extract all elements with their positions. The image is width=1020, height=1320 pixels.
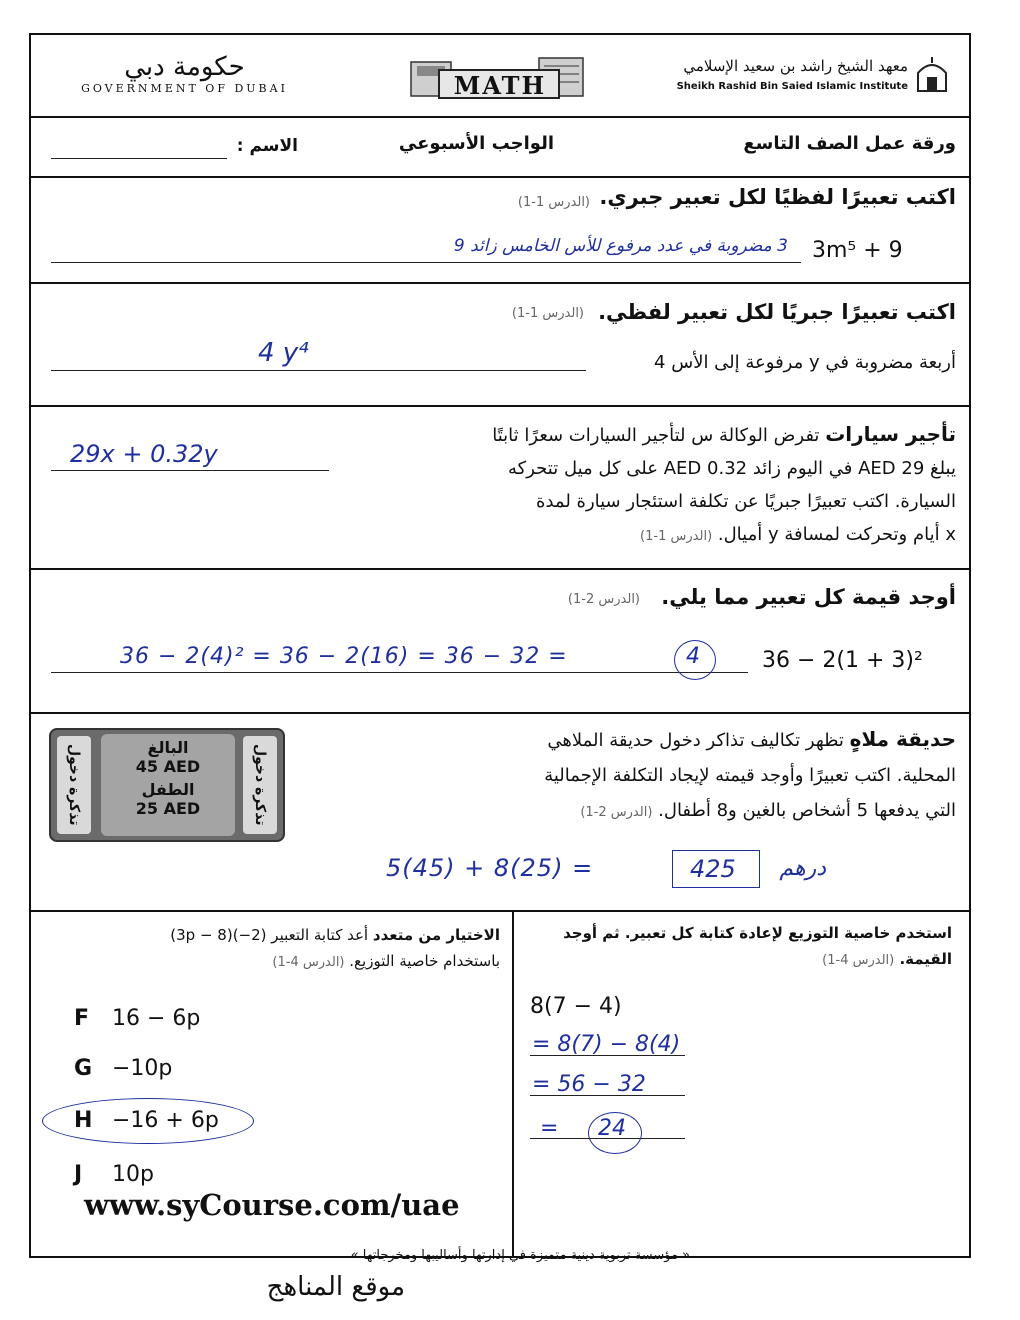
q4-lesson: (الدرس 2-1) xyxy=(567,592,640,607)
q1-divider-top xyxy=(29,176,971,178)
option-letter: F xyxy=(74,1006,90,1031)
homework-title: الواجب الأسبوعي xyxy=(398,133,554,154)
q3-divider-top xyxy=(29,405,971,407)
q4-answer-line[interactable] xyxy=(51,672,748,673)
q7-lesson: (الدرس 4-1) xyxy=(272,955,345,970)
option-letter: H xyxy=(74,1108,93,1133)
ticket-adult-label: البالغ xyxy=(147,738,189,757)
q1-answer-line[interactable] xyxy=(51,262,801,263)
q1-lesson: (الدرس 1-1) xyxy=(517,195,590,210)
q3-answer-line[interactable] xyxy=(51,470,329,471)
government-logo xyxy=(52,52,317,104)
q1-answer: 3 مضروبة في عدد مرفوع للأس الخامس زائد 9 xyxy=(453,236,788,256)
gov-arabic-logo: حكومة دبي xyxy=(124,52,245,82)
option-text: −10p xyxy=(112,1056,173,1081)
q5-text xyxy=(356,722,956,830)
q7-option-h[interactable] xyxy=(74,1108,219,1133)
q2-divider-top xyxy=(29,282,971,284)
option-text: −16 + 6p xyxy=(112,1108,219,1133)
q3-lesson: (الدرس 1-1) xyxy=(640,529,713,544)
mosque-icon xyxy=(912,55,952,95)
q2-lesson: (الدرس 1-1) xyxy=(511,306,584,321)
q2-answer-line[interactable] xyxy=(51,370,586,371)
q2-title: اكتب تعبيرًا جبريًا لكل تعبير لفظي. xyxy=(598,300,956,324)
ticket-side-left: تذكرة دخول xyxy=(57,736,91,834)
gov-english-logo: GOVERNMENT OF DUBAI xyxy=(81,82,288,95)
q6-step1: = 8(7) − 8(4) xyxy=(532,1032,681,1057)
name-field[interactable] xyxy=(51,158,227,159)
q4-answer-steps: 36 − 2(4)² = 36 − 2(16) = 36 − 32 = xyxy=(120,644,568,669)
q7-option-g[interactable] xyxy=(74,1056,172,1081)
q5-line2: المحلية. اكتب تعبيرًا وأوجد قيمته لإيجاد التكلفة الإجمالية xyxy=(544,765,956,786)
q6-step3-prefix: = xyxy=(540,1116,559,1141)
q4-answer-final: 4 xyxy=(686,644,700,669)
column-divider xyxy=(512,910,514,1258)
ticket-image xyxy=(49,728,285,842)
q2-answer: 4 y⁴ xyxy=(258,338,309,368)
q7-option-j[interactable] xyxy=(74,1162,154,1187)
ticket-side-right: تذكرة دخول xyxy=(243,736,277,834)
ticket-child-price: 25 AED xyxy=(135,799,201,818)
q6-title: استخدم خاصية التوزيع لإعادة كتابة كل تعبير. ثم أوجد القيمة. (الدرس 4-1) xyxy=(563,924,952,968)
q5-divider-top xyxy=(29,712,971,714)
worksheet-title: ورقة عمل الصف التاسع xyxy=(743,133,956,154)
option-letter: G xyxy=(74,1056,93,1081)
option-text: 16 − 6p xyxy=(112,1006,201,1031)
q4-expression: 36 − 2(1 + 3)² xyxy=(762,648,923,673)
q5-answer-unit: درهم xyxy=(779,856,826,881)
q1-title: اكتب تعبيرًا لفظيًا لكل تعبير جبري. xyxy=(599,185,956,209)
option-letter: J xyxy=(74,1162,83,1187)
institute-logo xyxy=(676,55,952,101)
institute-motto: « مؤسسة تربوية دينية متميزة في إدارتها وأساليبها ومخرجاتها » xyxy=(350,1248,690,1263)
institute-english: Sheikh Rashid Bin Saied Islamic Institute xyxy=(676,81,908,92)
q4-divider-top xyxy=(29,568,971,570)
q3-bold: تأجير سيارات xyxy=(825,422,956,446)
curriculum-watermark: موقع المناهج xyxy=(266,1272,405,1302)
q3-line2: يبلغ 29 AED في اليوم زائد 0.32 AED على كل ميل تتحركه xyxy=(508,458,956,479)
q5-bold: حديقة ملاهٍ xyxy=(849,727,956,751)
name-label: الاسم : xyxy=(236,136,298,156)
q3-line4: x أيام وتحركت لمسافة y أميال. (الدرس 1-1) xyxy=(640,524,956,545)
q2-phrase: أربعة مضروبة في y مرفوعة إلى الأس 4 xyxy=(654,352,956,373)
q6-step3-final: 24 xyxy=(598,1116,626,1141)
q3-line3: السيارة. اكتب تعبيرًا جبريًا عن تكلفة استئجار سيارة لمدة xyxy=(536,491,956,512)
q6-step2: = 56 − 32 xyxy=(532,1072,646,1097)
q5-lesson: (الدرس 2-1) xyxy=(580,805,653,820)
ticket-child-label: الطفل xyxy=(141,780,195,799)
q6-lesson: (الدرس 4-1) xyxy=(822,953,895,968)
q5-line1: حديقة ملاهٍ تظهر تكاليف تذاكر دخول حديقة الملاهي xyxy=(547,727,956,751)
ticket-adult-price: 45 AED xyxy=(135,757,201,776)
institute-arabic: معهد الشيخ راشد بن سعيد الإسلامي xyxy=(683,57,908,75)
website-watermark: www.syCourse.com/uae xyxy=(84,1188,460,1222)
math-logo-text: MATH xyxy=(453,71,547,100)
q3-text xyxy=(396,418,956,553)
q4-title: أوجد قيمة كل تعبير مما يلي. xyxy=(661,585,956,609)
q5-line3: التي يدفعها 5 أشخاص بالغين و8 أطفال. (الدرس 2-1) xyxy=(580,800,956,821)
q5-answer-expr: 5(45) + 8(25) = xyxy=(386,854,594,882)
q6-divider-top xyxy=(29,910,971,912)
q7-option-f[interactable] xyxy=(74,1006,200,1031)
q6-expression: 8(7 − 4) xyxy=(530,994,622,1019)
q1-expression: 3m⁵ + 9 xyxy=(812,238,903,263)
q5-answer-final: 425 xyxy=(690,855,736,883)
q7-bold: الاختيار من متعدد xyxy=(372,926,500,944)
q3-answer: 29x + 0.32y xyxy=(70,440,218,468)
header-divider xyxy=(29,116,971,118)
q3-line1: تأجير سيارات تفرض الوكالة س لتأجير السيارات سعرًا ثابتًا xyxy=(492,422,956,446)
ticket-prices xyxy=(101,734,235,836)
option-text: 10p xyxy=(112,1162,154,1187)
math-logo xyxy=(409,52,589,102)
q7-text: الاختيار من متعدد أعد كتابة التعبير (2−)(3p − 8) باستخدام خاصية التوزيع. (الدرس 4-1) xyxy=(170,926,500,970)
